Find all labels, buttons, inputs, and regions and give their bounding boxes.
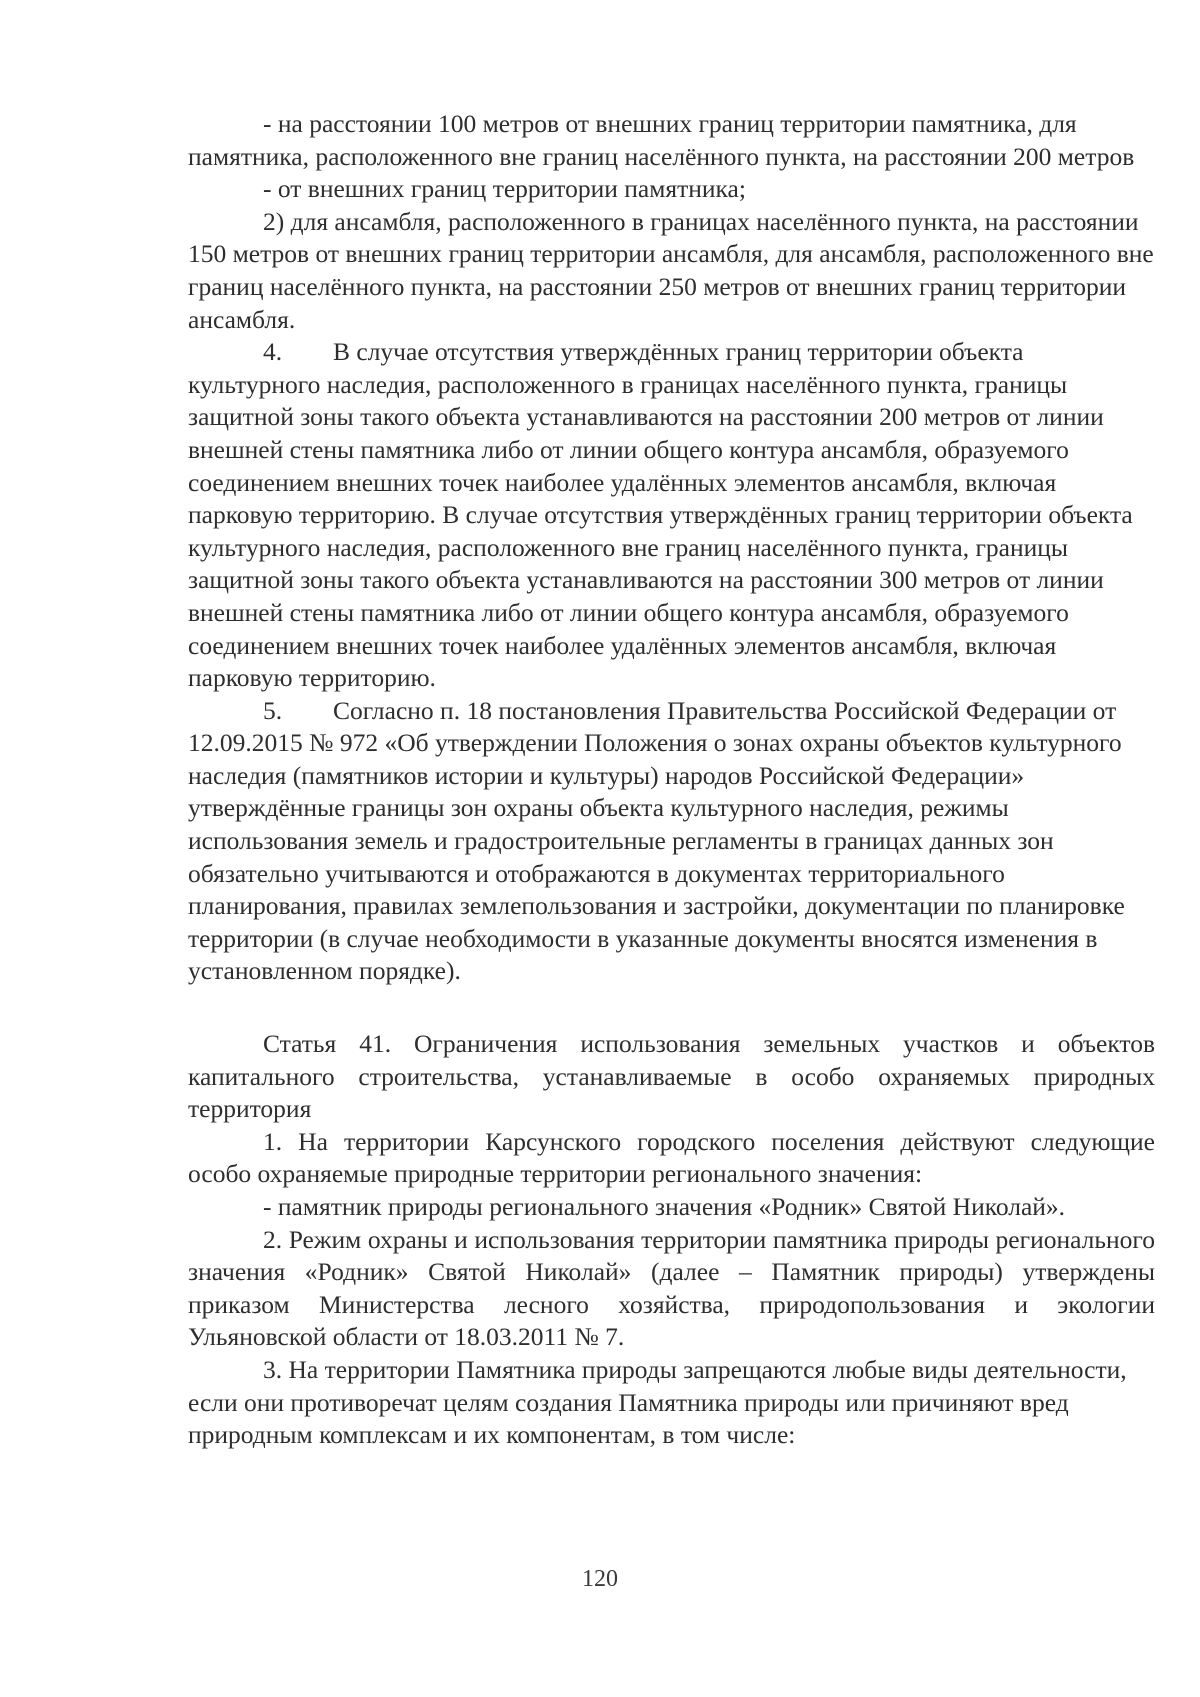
document-body	[188, 108, 1155, 1452]
item-4-text: В случае отсутствия утверждённых границ территории объекта культурного наследия, расположенного в границах населённого пункта, границы защитной зоны такого объекта устанавливаются на расстоянии 200 метров от линии внешней стены памятника либо от линии общего контура ансамбля, образуемого соединением внешних точек наиболее удалённых элементов ансамбля, включая парковую территорию. В случае отсутствия утверждённых границ территории объекта культурного наследия, расположенного вне границ населённого пункта, границы защитной зоны такого объекта устанавливаются на расстоянии 300 метров от линии внешней стены памятника либо от линии общего контура ансамбля, образуемого соединением внешних точек наиболее удалённых элементов ансамбля, включая парковую территорию.	[188, 337, 1133, 693]
article-paragraph-1: 1. На территории Карсунского городского поселения действуют следующие особо охраняемые природные территории регионального значения:	[188, 1126, 1155, 1189]
paragraph-distance-100: - на расстоянии 100 метров от внешних границ территории памятника, для памятника, расположенного вне границ населённого пункта, на расстоянии 200 метров	[188, 109, 1135, 171]
article-paragraph-monument: - памятник природы регионального значения «Родник» Святой Николай».	[263, 1192, 1066, 1221]
item-5-text: Согласно п. 18 постановления Правительства Российской Федерации от 12.09.2015 № 972 «Об утверждении Положения о зонах охраны объектов культурного наследия (памятников истории и культуры) народов Российской Федерации» утверждённые границы зон охраны объекта культурного наследия, режимы использования земель и градостроительные регламенты в границах данных зон обязательно учитываются и отображаются в документах территориального планирования, правилах землепользования и застройки, документации по планировке территории (в случае необходимости в указанные документы вносятся изменения в установленном порядке).	[188, 695, 1125, 986]
paragraph-outer-borders: - от внешних границ территории памятника;	[263, 174, 746, 204]
paragraph-ensemble: 2) для ансамбля, расположенного в границах населённого пункта, на расстоянии 150 метров от внешних границ территории ансамбля, для ансамбля, расположенного вне границ населённого пункта, на расстоянии 250 метров от внешних границ территории ансамбля.	[188, 206, 1154, 334]
page-number: 120	[582, 1566, 618, 1592]
article-41-title: Статья 41. Ограничения использования земельных участков и объектов капитального строительства, устанавливаемые в особо охраняемых природных территория	[188, 1029, 1155, 1124]
paragraph-item-5	[188, 695, 1155, 988]
section-gap	[188, 988, 1155, 1028]
item-5-number: 5.	[263, 695, 283, 725]
item-4-number: 4.	[263, 337, 283, 367]
paragraph-item-4	[188, 336, 1155, 695]
article-paragraph-2: 2. Режим охраны и использования территории памятника природы регионального значения «Родник» Святой Николай» (далее – Памятник природы) утверждены приказом Министерства лесного хозяйства, природопользования и экологии Ульяновской области от 18.03.2011 № 7.	[188, 1224, 1155, 1352]
article-paragraph-3: 3. На территории Памятника природы запрещаются любые виды деятельности, если они противоречат целям создания Памятника природы или причиняют вред природным комплексам и их компонентам, в том числе:	[188, 1354, 1127, 1450]
